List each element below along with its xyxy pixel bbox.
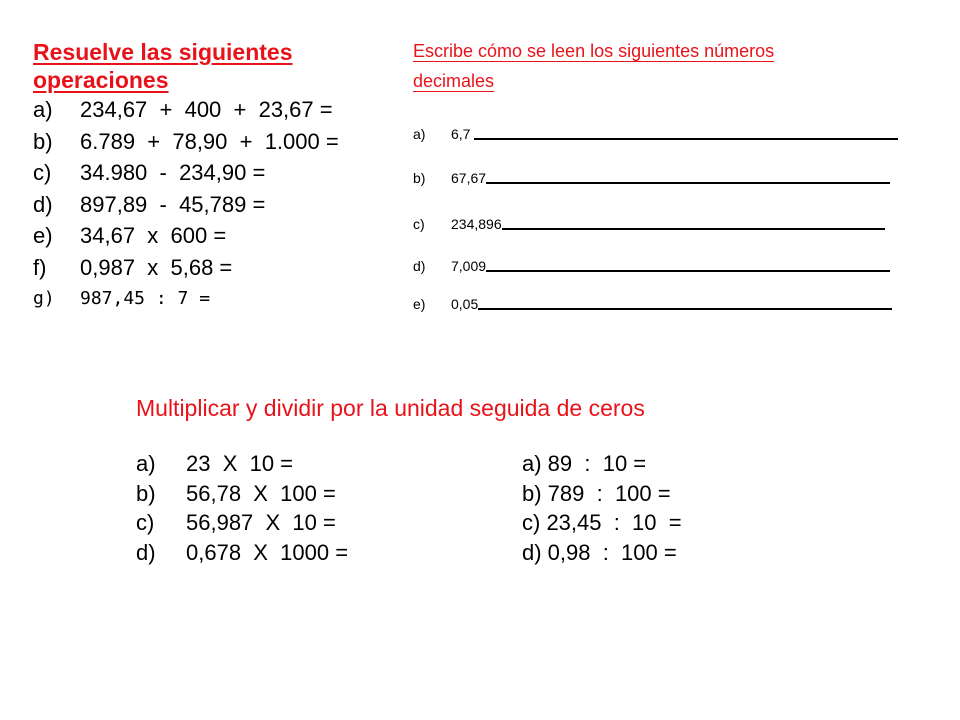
divide-item: d) 0,98 : 100 =	[522, 539, 677, 565]
operation-item	[33, 252, 403, 284]
decimal-item	[413, 292, 892, 312]
decimal-item	[413, 122, 898, 142]
read-decimals-title-line2: decimales	[413, 71, 495, 91]
operations-section	[33, 38, 403, 315]
powers-of-ten-title: Multiplicar y dividir por la unidad seguida de ceros	[136, 395, 645, 421]
operation-label: e)	[33, 223, 53, 248]
operation-item	[33, 94, 403, 126]
answer-line	[474, 138, 898, 140]
multiply-column	[136, 449, 348, 567]
decimal-label: b)	[413, 170, 426, 186]
multiply-label: c)	[136, 510, 155, 535]
divide-item: a) 89 : 10 =	[522, 451, 647, 476]
multiply-text: 56,987 X 10 =	[186, 510, 336, 535]
multiply-item	[136, 508, 348, 538]
multiply-text: 0,678 X 1000 =	[186, 539, 349, 565]
multiply-label: b)	[136, 480, 156, 506]
decimal-value: 67,67	[451, 170, 487, 186]
answer-line	[478, 308, 892, 310]
operation-text: 897,89 - 45,789 =	[80, 191, 266, 217]
decimal-label: a)	[413, 126, 426, 142]
divide-item: b) 789 : 100 =	[522, 480, 671, 506]
decimal-label: d)	[413, 258, 426, 274]
multiply-label: d)	[136, 539, 156, 565]
read-decimals-section	[413, 36, 913, 312]
decimal-value: 234,896	[451, 216, 502, 232]
multiply-text: 56,78 X 100 =	[186, 480, 336, 506]
read-decimals-title	[413, 36, 913, 96]
decimal-value: 0,05	[451, 296, 479, 312]
answer-line	[486, 182, 890, 184]
operation-text: 34.980 - 234,90 =	[80, 160, 266, 185]
read-decimals-title-line1: Escribe cómo se leen los siguientes números	[413, 41, 775, 61]
operation-text: 234,67 + 400 + 23,67 =	[80, 97, 333, 122]
operation-item	[33, 283, 403, 315]
decimal-item	[413, 212, 885, 232]
powers-of-ten-section	[136, 391, 916, 579]
operation-item	[33, 220, 403, 252]
multiply-label: a)	[136, 451, 156, 476]
operation-text: 987,45 : 7 =	[80, 288, 211, 309]
decimal-item	[413, 254, 890, 274]
divide-column	[522, 449, 682, 567]
operation-item	[33, 157, 403, 189]
decimal-value: 6,7	[451, 126, 475, 142]
operations-title-line1: Resuelve las siguientes	[33, 39, 293, 65]
decimal-item	[413, 166, 890, 186]
operation-label: c)	[33, 160, 52, 185]
operation-label: a)	[33, 97, 53, 122]
answer-line	[486, 270, 890, 272]
operation-label: d)	[33, 191, 53, 217]
decimal-value: 7,009	[451, 258, 487, 274]
operations-title-line2: operaciones	[33, 67, 169, 93]
answer-line	[502, 228, 885, 230]
exercise-columns	[136, 449, 916, 579]
decimal-label: c)	[413, 216, 425, 232]
multiply-item	[136, 479, 348, 509]
decimal-label: e)	[413, 296, 426, 312]
operation-item	[33, 189, 403, 221]
multiply-item	[136, 449, 348, 479]
operation-label: g)	[33, 288, 55, 309]
operation-text: 34,67 x 600 =	[80, 223, 227, 248]
operation-label: f)	[33, 254, 47, 280]
operation-text: 6.789 + 78,90 + 1.000 =	[80, 128, 339, 154]
multiply-text: 23 X 10 =	[186, 451, 294, 476]
operation-item	[33, 126, 403, 158]
operations-title	[33, 38, 403, 94]
multiply-item	[136, 538, 348, 568]
divide-item: c) 23,45 : 10 =	[522, 510, 682, 535]
operation-label: b)	[33, 128, 53, 154]
operation-text: 0,987 x 5,68 =	[80, 254, 233, 280]
